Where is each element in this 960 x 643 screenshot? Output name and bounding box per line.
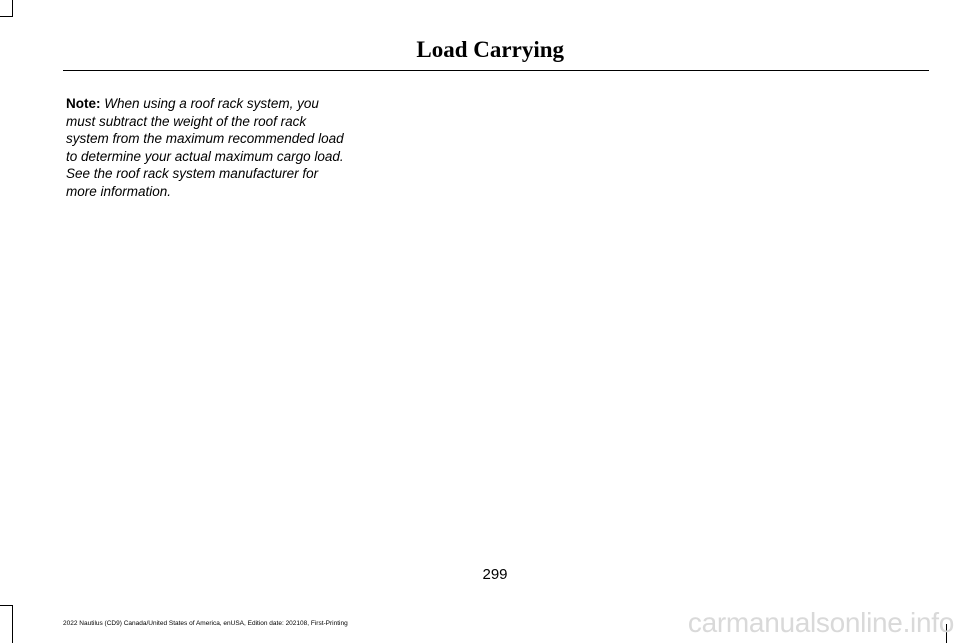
crop-mark-top-left-vertical bbox=[12, 0, 13, 17]
note-paragraph bbox=[66, 95, 344, 201]
crop-mark-bottom-left-vertical bbox=[12, 605, 13, 643]
page-number: 299 bbox=[482, 566, 508, 583]
header-divider bbox=[63, 70, 929, 71]
section-title: Load Carrying bbox=[416, 37, 564, 62]
watermark: carmanualsonline.info bbox=[687, 607, 954, 638]
crop-mark-bottom-left-horizontal bbox=[0, 605, 13, 606]
crop-mark-top-left-horizontal bbox=[0, 16, 13, 17]
note-label: Note: bbox=[66, 96, 101, 111]
edition-footer: 2022 Nautilus (CD9) Canada/United States of America, enUSA, Edition date: 202108, First-Printing bbox=[63, 620, 348, 627]
note-text: When using a roof rack system, you must subtract the weight of the roof rack system from the maximum recommended load to determine your actual maximum cargo load. See the roof rack system manufacturer for more information. bbox=[66, 96, 344, 199]
